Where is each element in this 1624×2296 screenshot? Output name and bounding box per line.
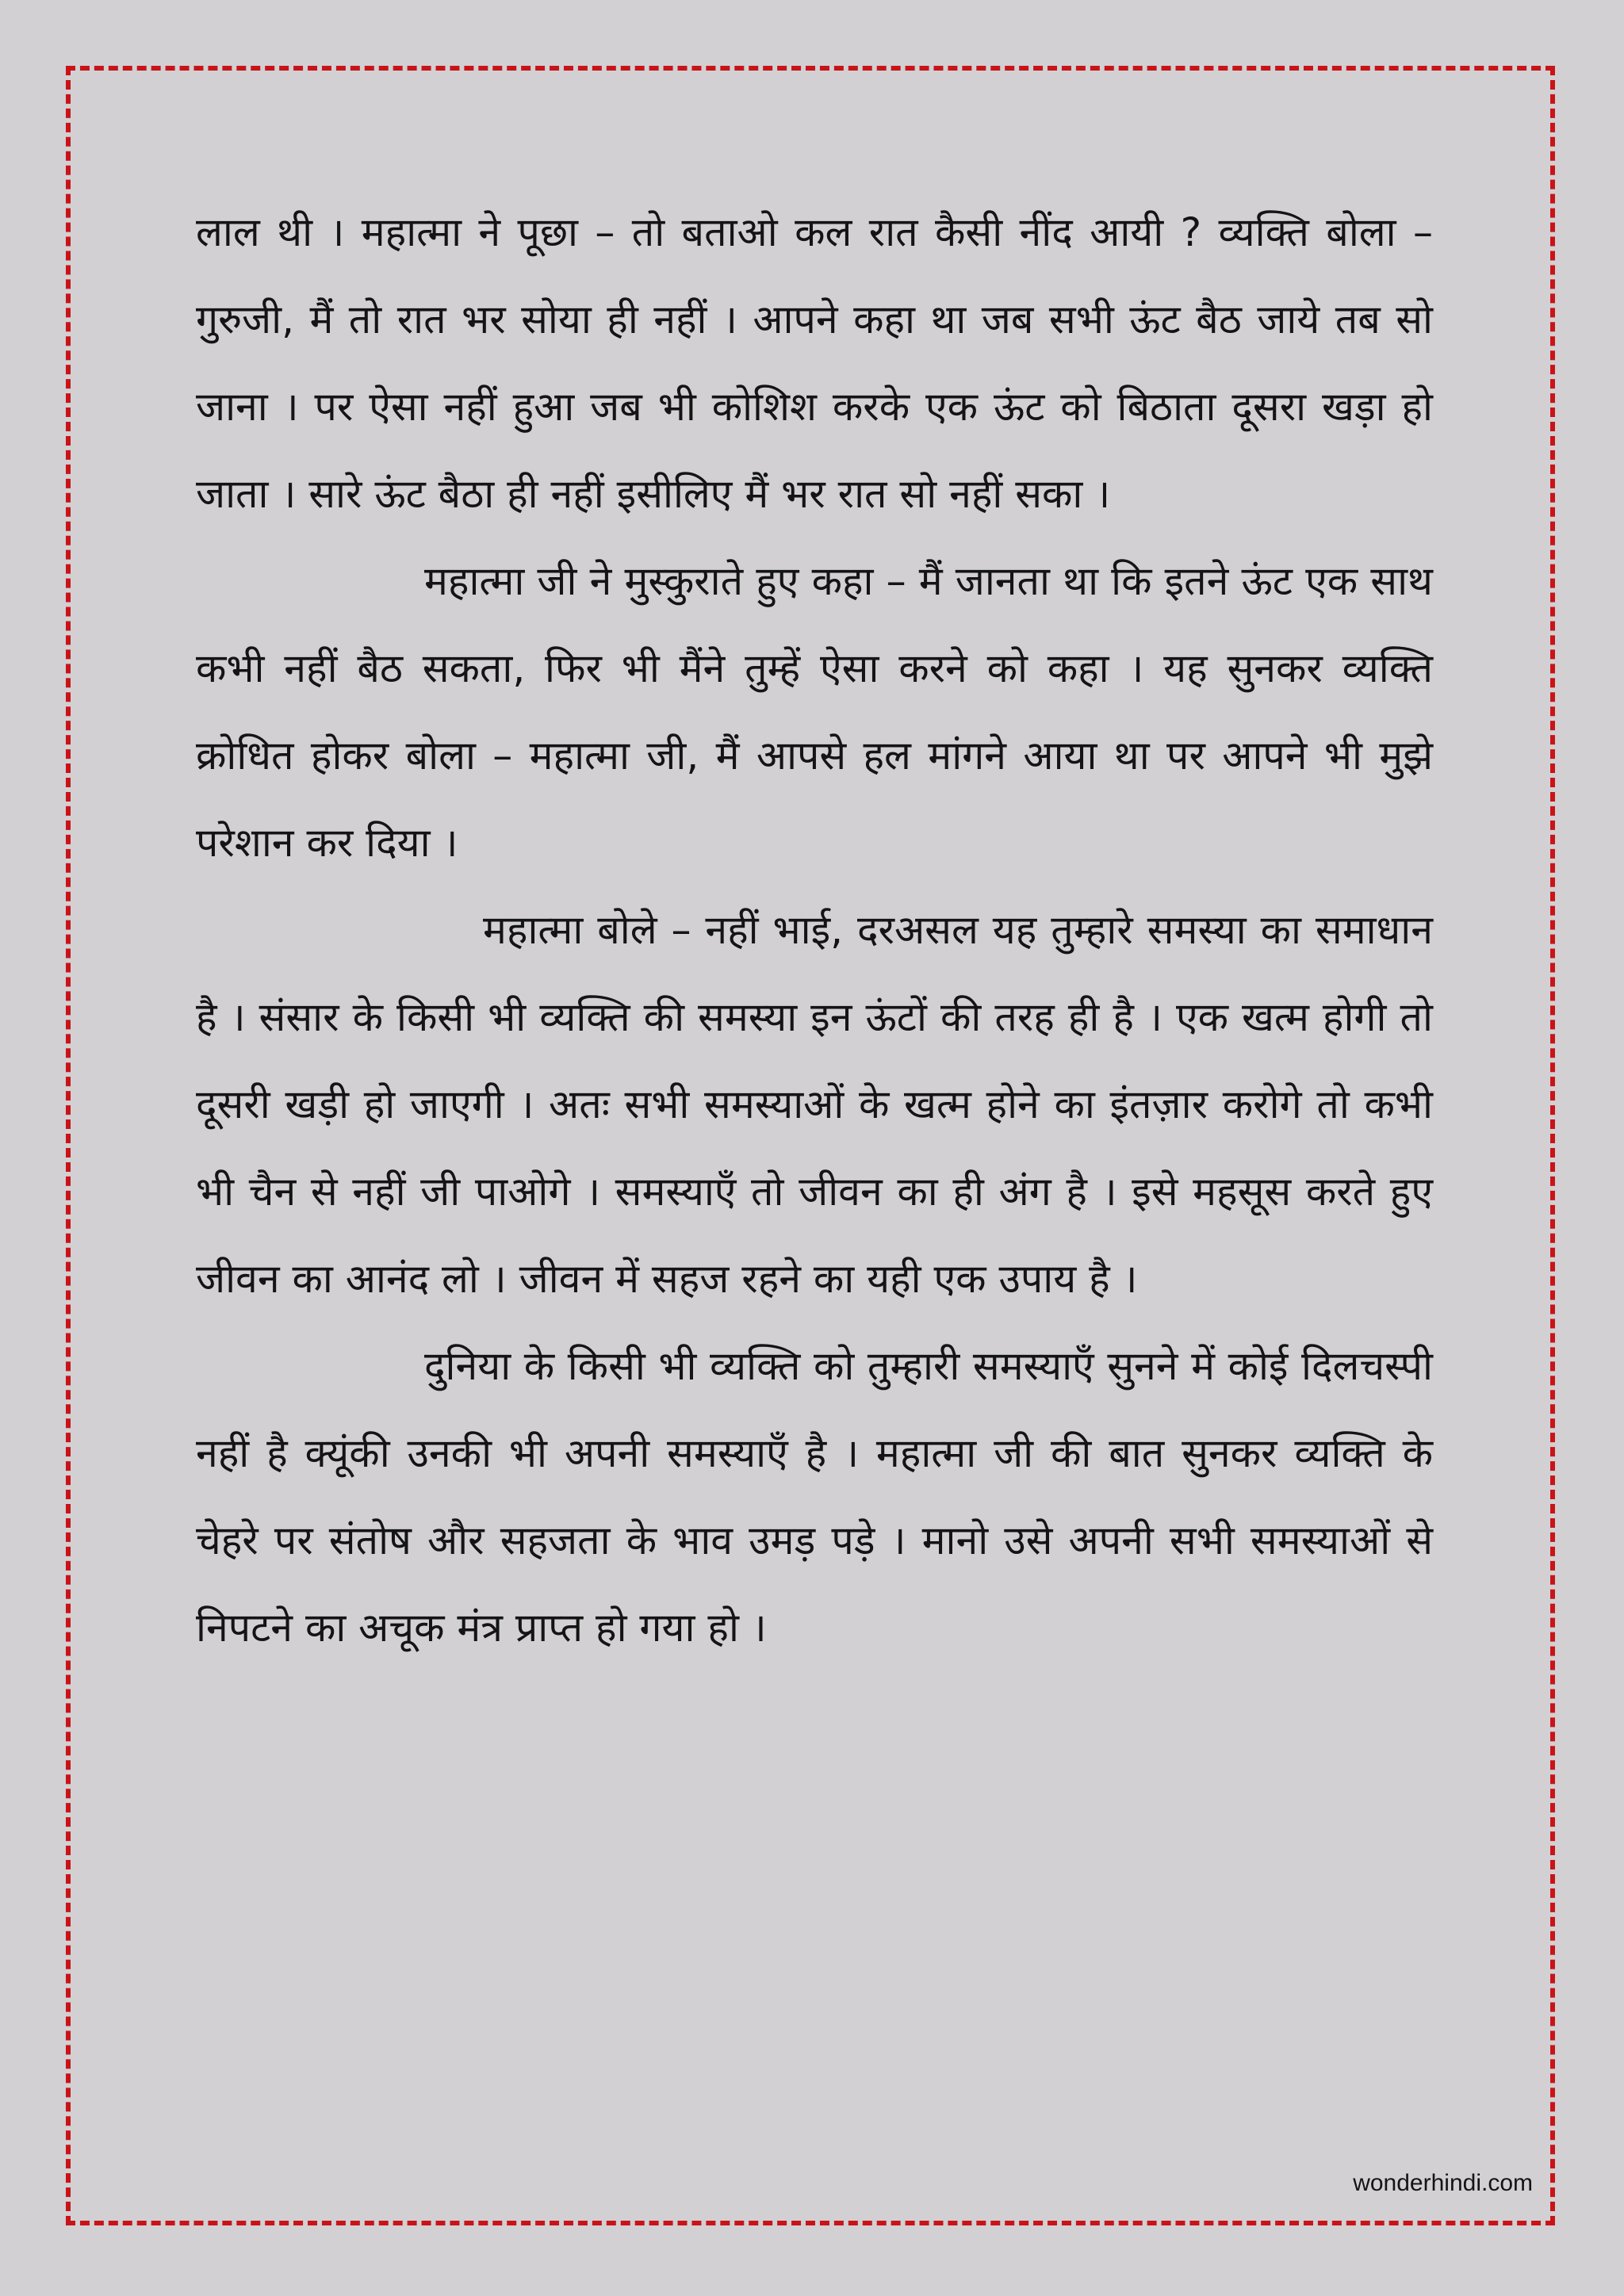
story-text: [196, 189, 1433, 1671]
paragraph-3: महात्मा बोले – नहीं भाई, दरअसल यह तुम्हारे समस्या का समाधान है । संसार के किसी भी व्यक्ति की समस्या इन ऊंटों की तरह ही है । एक खत्म होगी तो दूसरी खड़ी हो जाएगी । अतः सभी समस्याओं के खत्म होने का इंतज़ार करोगे तो कभी भी चैन से नहीं जी पाओगे । समस्याएँ तो जीवन का ही अंग है । इसे महसूस करते हुए जीवन का आनंद लो । जीवन में सहज रहने का यही एक उपाय है ।: [196, 907, 1433, 1302]
paragraph-4: दुनिया के किसी भी व्यक्ति को तुम्हारी समस्याएँ सुनने में कोई दिलचस्पी नहीं है क्यूंकी उनकी भी अपनी समस्याएँ है । महात्मा जी की बात सुनकर व्यक्ति के चेहरे पर संतोष और सहजता के भाव उमड़ पड़े । मानो उसे अपनी सभी समस्याओं से निपटने का अचूक मंत्र प्राप्त हो गया हो ।: [196, 1343, 1433, 1651]
source-credit: wonderhindi.com: [1353, 2170, 1533, 2196]
paragraph-2: महात्मा जी ने मुस्कुराते हुए कहा – मैं जानता था कि इतने ऊंट एक साथ कभी नहीं बैठ सकता, फिर भी मैंने तुम्हें ऐसा करने को कहा । यह सुनकर व्यक्ति क्रोधित होकर बोला – महात्मा जी, मैं आपसे हल मांगने आया था पर आपने भी मुझे परेशान कर दिया ।: [196, 558, 1433, 866]
paragraph-1: लाल थी । महात्मा ने पूछा – तो बताओ कल रात कैसी नींद आयी ? व्यक्ति बोला – गुरुजी, मैं तो रात भर सोया ही नहीं । आपने कहा था जब सभी ऊंट बैठ जाये तब सो जाना । पर ऐसा नहीं हुआ जब भी कोशिश करके एक ऊंट को बिठाता दूसरा खड़ा हो जाता । सारे ऊंट बैठा ही नहीं इसीलिए मैं भर रात सो नहीं सका ।: [196, 209, 1433, 517]
